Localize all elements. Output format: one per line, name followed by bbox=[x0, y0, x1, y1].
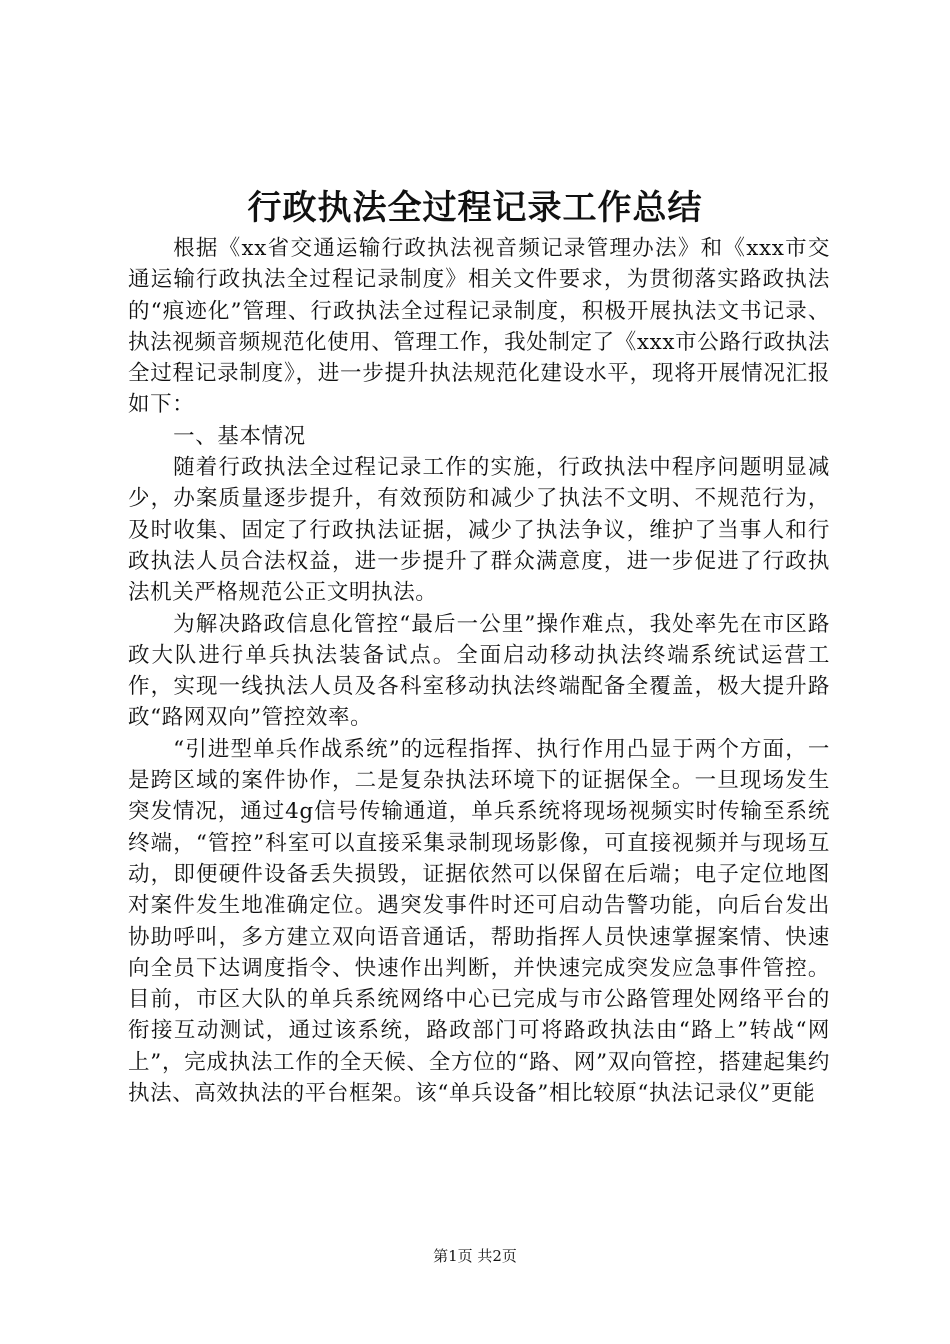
section-heading-basic-situation: 一、基本情况 bbox=[173, 423, 306, 449]
page-footer: 第1页 共2页 bbox=[433, 1247, 517, 1265]
paragraph-pilot: 为解决路政信息化管控“最后一公里”操作难点，我处率先在市区路政大队进行单兵执法装备试点。全面启动移动执法终端系统试运营工作，实现一线执法人员及各科室移动执法终端配备全覆盖，极大提升路政“路网双向”管控效率。 bbox=[128, 611, 830, 731]
document-body bbox=[128, 233, 830, 1109]
paragraph-intro: 根据《xx省交通运输行政执法视音频记录管理办法》和《xxx市交通运输行政执法全过程记录制度》相关文件要求，为贯彻落实路政执法的“痕迹化”管理、行政执法全过程记录制度，积极开展执法文书记录、执法视频音频规范化使用、管理工作，我处制定了《xxx市公路行政执法全过程记录制度》，进一步提升执法规范化建设水平，现将开展情况汇报如下： bbox=[128, 236, 830, 418]
paragraph-implementation: 随着行政执法全过程记录工作的实施，行政执法中程序问题明显减少，办案质量逐步提升，有效预防和减少了执法不文明、不规范行为，及时收集、固定了行政执法证据，减少了执法争议，维护了当事人和行政执法人员合法权益，进一步提升了群众满意度，进一步促进了行政执法机关严格规范公正文明执法。 bbox=[128, 455, 830, 606]
document-title: 行政执法全过程记录工作总结 bbox=[247, 188, 703, 228]
paragraph-single-soldier-system: “引进型单兵作战系统”的远程指挥、执行作用凸显于两个方面，一是跨区域的案件协作，二是复杂执法环境下的证据保全。一旦现场发生突发情况，通过4g信号传输通道，单兵系统将现场视频实时传输至系统终端，“管控”科室可以直接采集录制现场影像，可直接视频并与现场互动，即便硬件设备丢失损毁，证据依然可以保留在后端；电子定位地图对案件发生地准确定位。遇突发事件时还可启动告警功能，向后台发出协助呼叫，多方建立双向语音通话，帮助指挥人员快速掌握案情、快速向全员下达调度指令、快速作出判断，并快速完成突发应急事件管控。目前，市区大队的单兵系统网络中心已完成与市公路管理处网络平台的衔接互动测试，通过该系统，路政部门可将路政执法由“路上”转战“网上”，完成执法工作的全天候、全方位的“路、网”双向管控，搭建起集约执法、高效执法的平台框架。该“单兵设备”相比较原“执法记录仪”更能 bbox=[128, 736, 830, 1107]
